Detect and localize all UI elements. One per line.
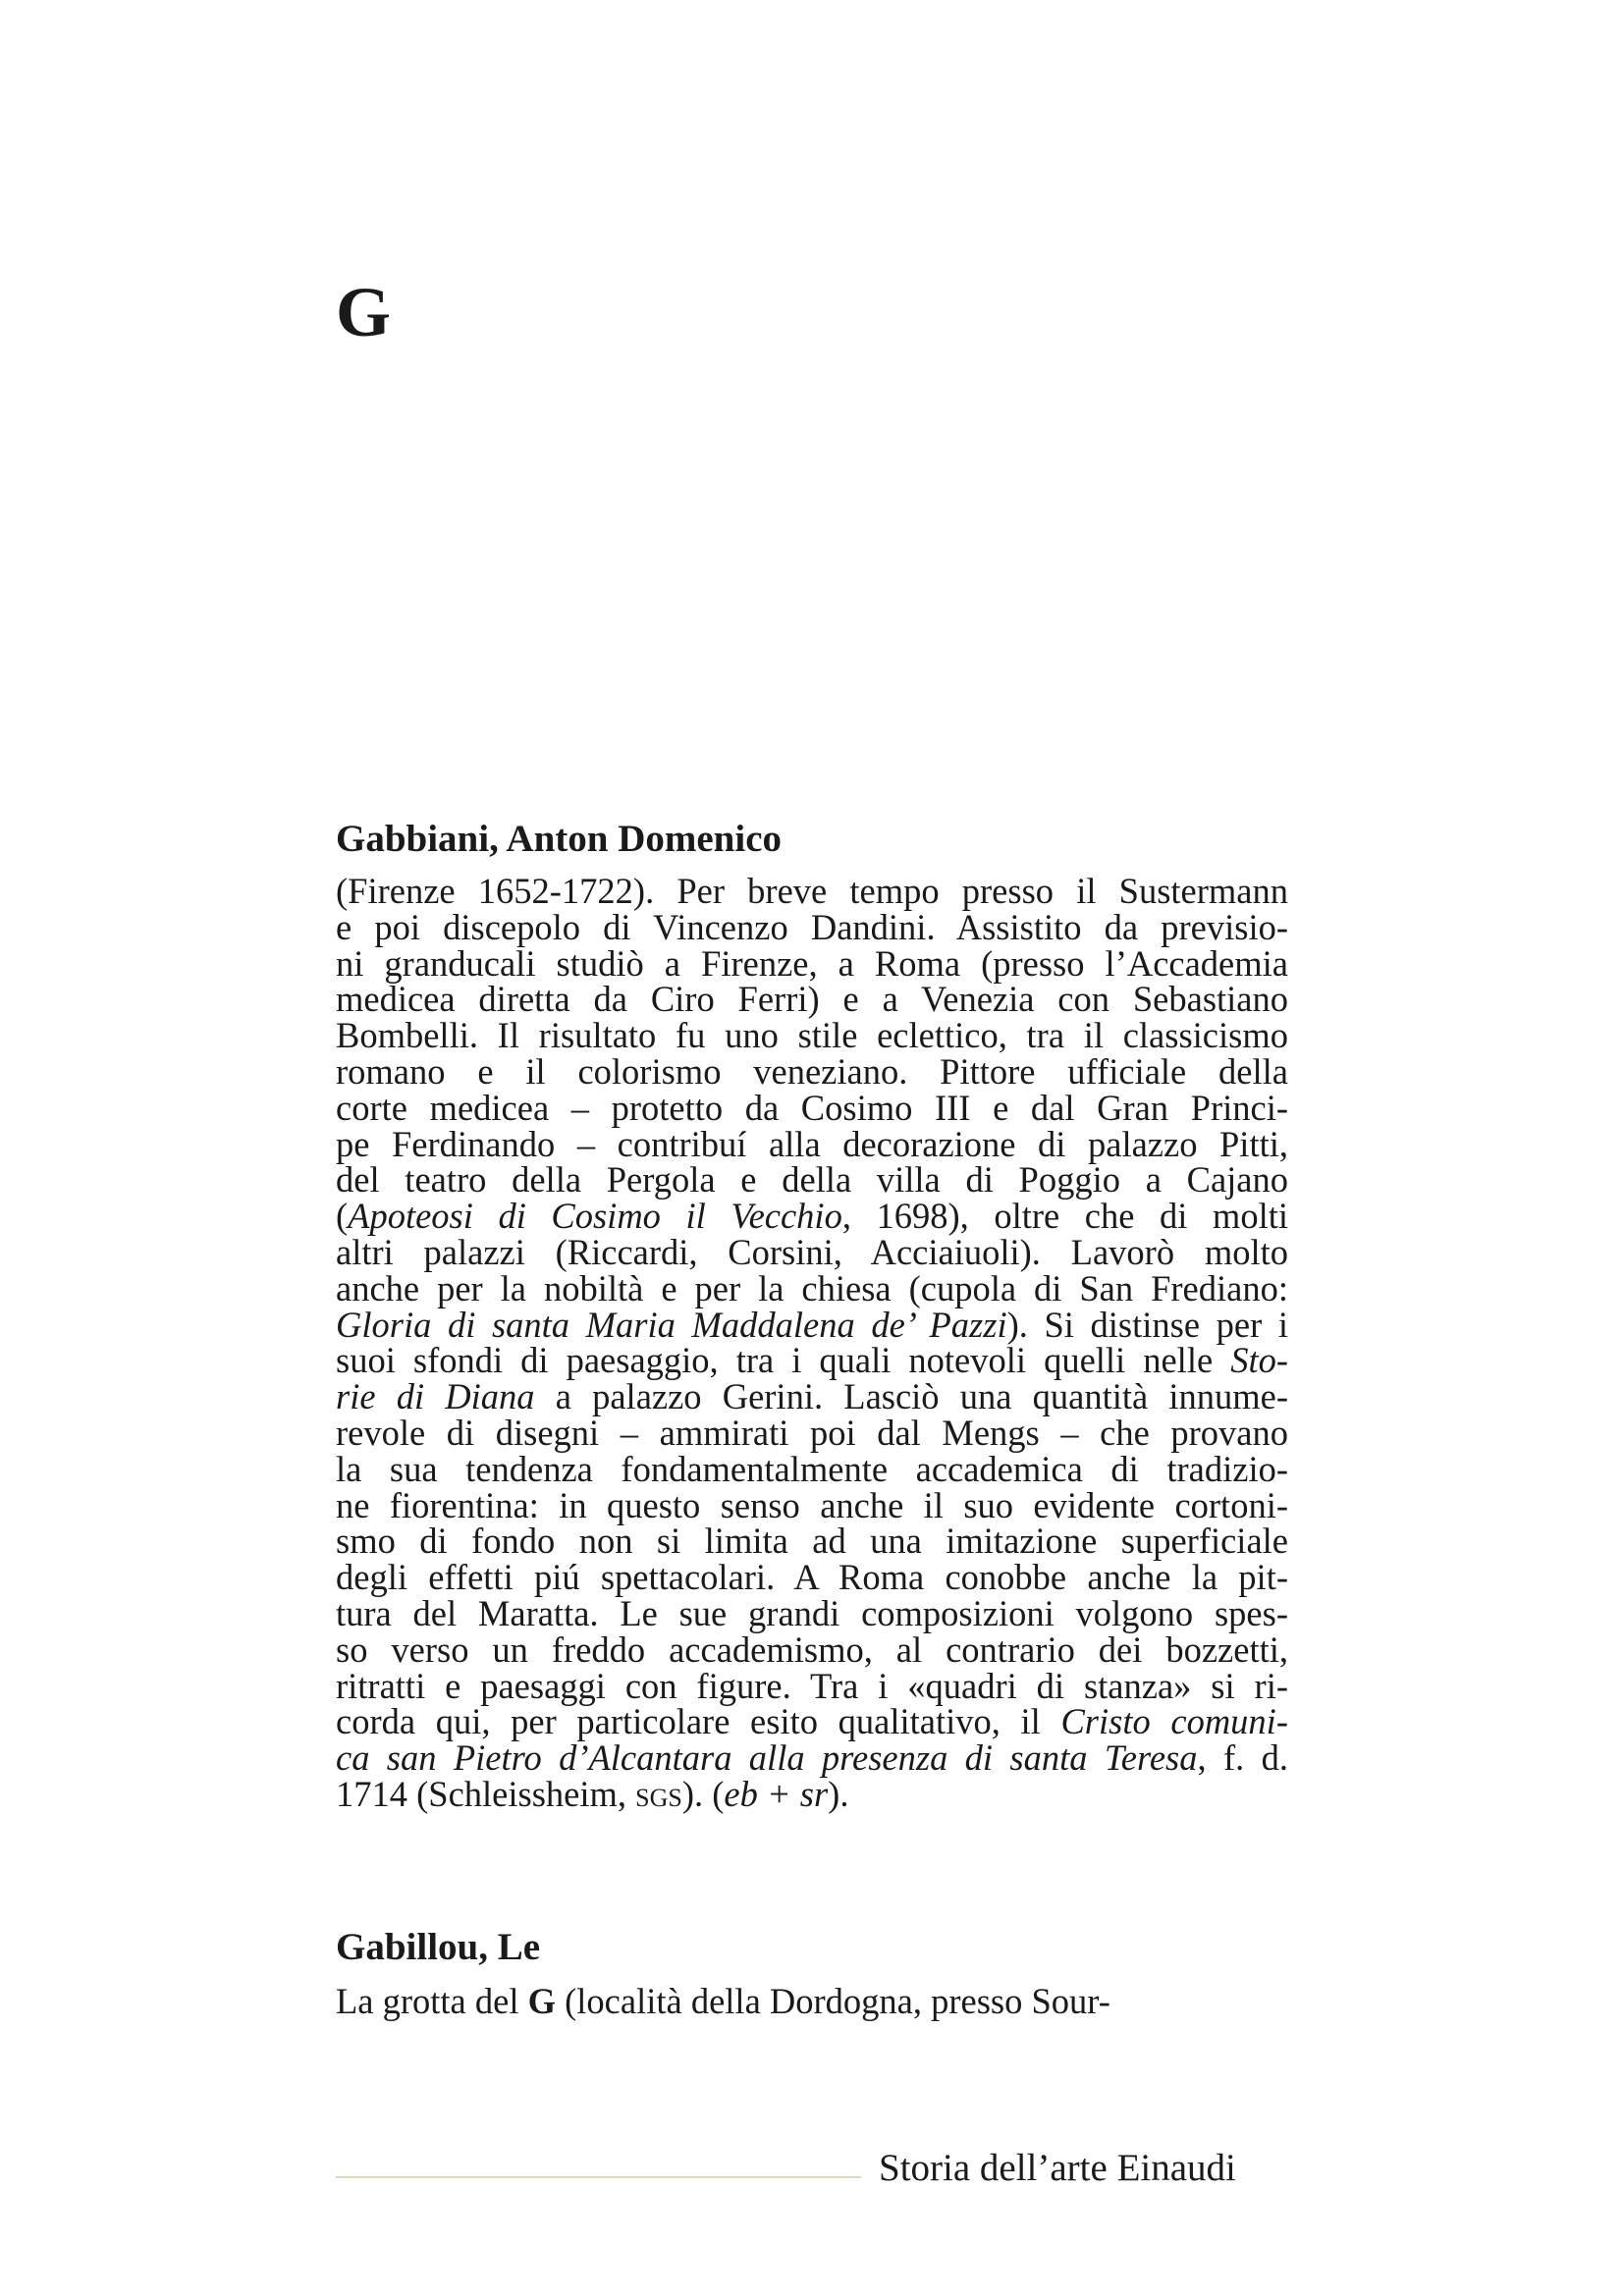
text-segment: (	[336, 1196, 349, 1237]
text-line	[336, 1231, 1288, 1272]
text-segment: , f. d.	[1197, 1737, 1288, 1779]
text-line	[336, 1448, 1288, 1489]
text-segment: e poi discepolo di Vincenzo Dandini. Assistito da previsio-	[336, 906, 1288, 947]
text-segment: revole di disegni – ammirati poi dal Mengs – che provano	[336, 1412, 1288, 1453]
abbreviation: sgs	[635, 1773, 682, 1814]
text-line	[336, 1304, 1288, 1345]
text-line	[336, 1629, 1288, 1670]
italic-text: rie di Diana	[336, 1376, 535, 1417]
italic-text: eb + sr	[724, 1773, 829, 1814]
bold-text: G	[527, 1981, 557, 2021]
text-segment: ).	[828, 1773, 849, 1814]
text-segment: (località della Dordogna, presso Sour-	[556, 1981, 1110, 2021]
text-segment: La grotta del	[336, 1981, 528, 2021]
text-segment: medicea diretta da Ciro Ferri) e a Venezia con Sebastiano	[336, 979, 1288, 1020]
text-line	[336, 1523, 1288, 1560]
text-segment: so verso un freddo accademismo, al contrario dei bozzetti,	[336, 1629, 1288, 1670]
entry-title: Gabbiani, Anton Domenico	[336, 818, 783, 860]
text-segment: suoi sfondi di paesaggio, tra i quali notevoli quelli nelle	[336, 1340, 1231, 1381]
text-segment: la sua tendenza fondamentalmente accademica di tradizio-	[336, 1448, 1288, 1489]
text-line	[336, 1701, 1288, 1742]
text-line	[336, 1050, 1288, 1092]
text-line	[336, 1557, 1288, 1598]
text-segment: smo di fondo non si limita ad una imitazione superficiale	[336, 1521, 1288, 1562]
text-segment: tura del Maratta. Le sue grandi composizioni volgono spes-	[336, 1592, 1288, 1633]
text-segment: 1714 (Schleissheim,	[336, 1773, 636, 1814]
text-line	[336, 1737, 1288, 1779]
text-line	[336, 1123, 1288, 1164]
text-segment: degli effetti piú spettacolari. A Roma conobbe anche la pit-	[336, 1557, 1288, 1598]
text-segment: Bombelli. Il risultato fu uno stile eclettico, tra il classicismo	[336, 1015, 1288, 1056]
text-segment: anche per la nobiltà e per la chiesa (cupola di San Frediano:	[336, 1267, 1288, 1308]
text-line	[336, 1773, 1288, 1814]
text-segment: , 1698), oltre che di molti	[841, 1196, 1288, 1237]
text-segment: ). Si distinse per i	[1006, 1304, 1288, 1345]
text-segment: ). (	[681, 1773, 725, 1814]
text-segment: corte medicea – protetto da Cosimo III e dal Gran Princi-	[336, 1087, 1288, 1128]
text-line	[336, 979, 1288, 1020]
text-segment: ni granducali studiò a Firenze, a Roma (presso l’Accademia	[336, 942, 1288, 984]
text-line	[336, 942, 1288, 984]
text-line	[336, 1484, 1288, 1525]
text-line	[336, 1087, 1288, 1128]
italic-text: Sto-	[1230, 1340, 1288, 1381]
italic-text: ca san Pietro d’Alcantara alla presenza di santa Teresa	[336, 1737, 1198, 1779]
text-line	[336, 1412, 1288, 1453]
text-line	[336, 1159, 1288, 1201]
text-line	[336, 1015, 1288, 1056]
text-segment: ritratti e paesaggi con figure. Tra i «quadri di stanza» si ri-	[336, 1665, 1288, 1706]
text-line	[336, 1665, 1288, 1706]
text-line	[336, 1340, 1288, 1381]
text-line	[336, 1196, 1288, 1237]
section-letter: G	[336, 273, 392, 351]
entry-title: Gabillou, Le	[336, 1926, 541, 1968]
text-segment: corda qui, per particolare esito qualitativo, il	[336, 1701, 1061, 1742]
italic-text: Apoteosi di Cosimo il Vecchio	[348, 1196, 842, 1237]
text-segment: romano e il colorismo veneziano. Pittore ufficiale della	[336, 1050, 1288, 1092]
footer-publisher-title: Storia dell’arte Einaudi	[879, 2147, 1236, 2189]
text-segment: del teatro della Pergola e della villa di Poggio a Cajano	[336, 1159, 1288, 1201]
text-segment: (Firenze 1652-1722). Per breve tempo presso il Sustermann	[336, 871, 1288, 911]
italic-text: Cristo comuni-	[1060, 1701, 1288, 1742]
text-line	[336, 906, 1288, 947]
text-segment: a palazzo Gerini. Lasciò una quantità innume-	[534, 1376, 1289, 1417]
text-line	[336, 871, 1288, 911]
footer-divider	[336, 2176, 861, 2178]
entry-body	[336, 1981, 1288, 2021]
text-segment: altri palazzi (Riccardi, Corsini, Acciaiuoli). Lavorò molto	[336, 1231, 1288, 1272]
italic-text: Gloria di santa Maria Maddalena de’ Pazzi	[336, 1304, 1007, 1345]
text-line	[336, 1267, 1288, 1308]
text-line	[336, 1592, 1288, 1633]
text-segment: pe Ferdinando – contribuí alla decorazione di palazzo Pitti,	[336, 1123, 1288, 1164]
text-line	[336, 1981, 1288, 2021]
text-line	[336, 1376, 1289, 1417]
text-segment: ne fiorentina: in questo senso anche il suo evidente cortoni-	[336, 1484, 1288, 1525]
entry-body	[336, 871, 1289, 1814]
